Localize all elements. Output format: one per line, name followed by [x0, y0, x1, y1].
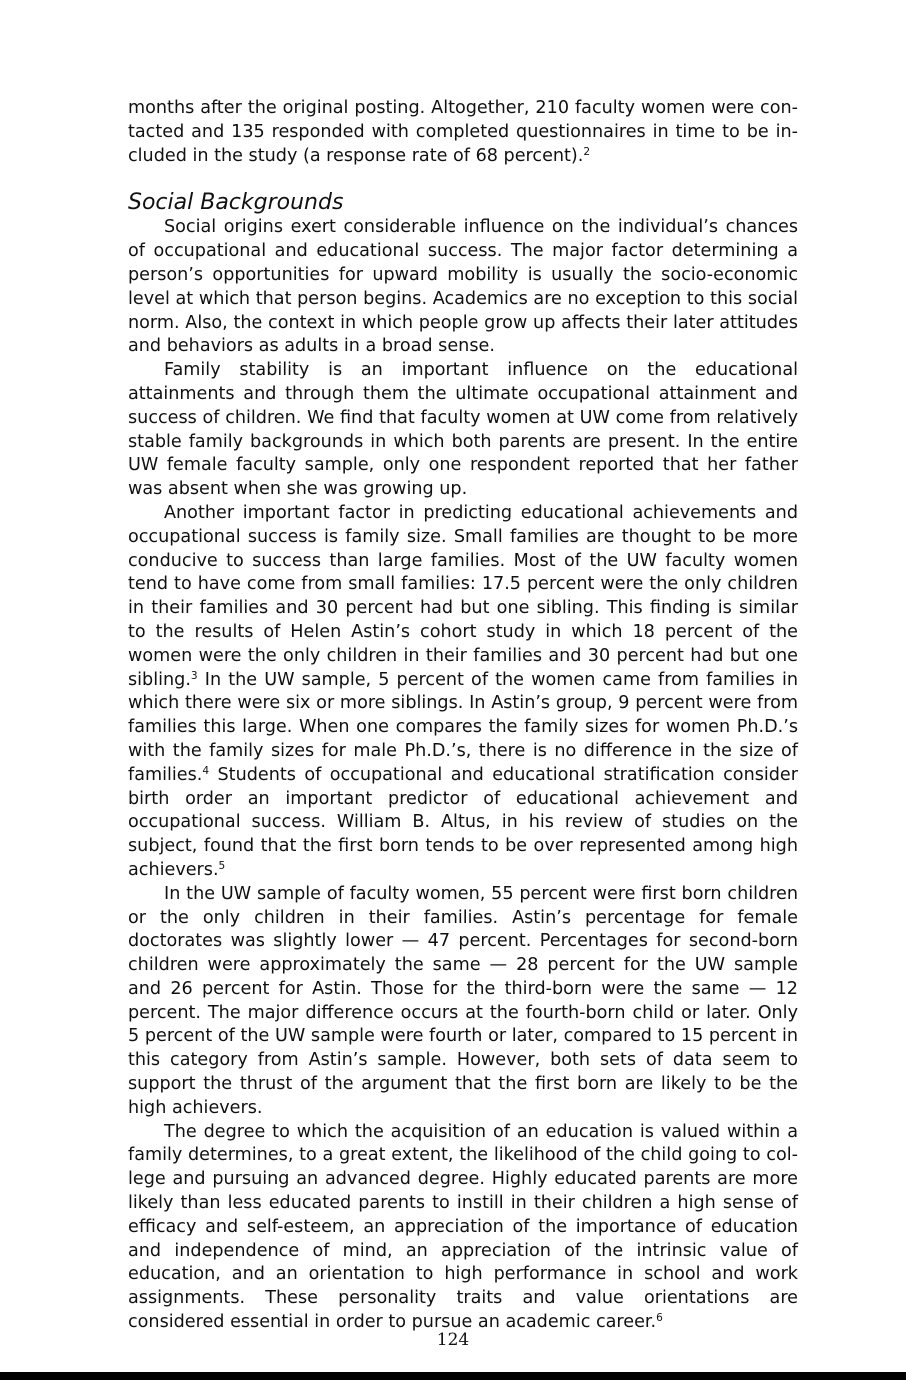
intro-text: months after the original posting. Altogether, 210 faculty women were contacted and 135 responded with completed questionnaires in time to be included in the study (a response rate of 68 percent).: [128, 98, 798, 166]
section-heading: Social Backgrounds: [128, 190, 344, 216]
paragraph-text: The degree to which the acquisition of an education is valued within a family determines, to a great extent, the likelihood of the child going to college and pursuing an advanced degree. Highly educated parents are more likely than less educated parents to instill in their children a high sense of efficacy and self-esteem, an appreciation of the importance of education and independence of mind, an appreciation of the intrinsic value of education, and an orientation to high performance in school and work assignments. These personality traits and value orientations are considered essential in order to pursue an academic career.: [128, 1121, 798, 1333]
scan-border: [0, 1372, 906, 1380]
paragraph-education-value: [128, 1121, 798, 1335]
footnote-marker: 2: [583, 145, 591, 158]
footnote-marker: 4: [202, 764, 210, 777]
intro-paragraph: [128, 97, 798, 168]
footnote-marker: 6: [656, 1312, 663, 1325]
paragraph-text: In the UW sample, 5 percent of the women came from families in which there were six or more siblings. In Astin’s group, 9 percent were from families this large. When one compares the family sizes for women Ph.D.’s with the family sizes for male Ph.D.’s, there is no difference in the size of families.: [128, 669, 798, 785]
footnote-marker: 3: [190, 669, 198, 682]
page-number: 124: [436, 1330, 470, 1350]
paragraph-birth-order: In the UW sample of faculty women, 55 percent were first born children or the only children in their families. Astin’s percentage for female doctorates was slightly lower — 47 percent. Percentages for second-born children were approximately the same — 28 percent for the UW sample and 26 percent for Astin. Those for the third-born were the same — 12 percent. The major difference occurs at the fourth-born child or later. Only 5 percent of the UW sample were fourth or later, compared to 15 percent in this category from Astin’s sample. However, both sets of data seem to support the thrust of the argument that the first born are likely to be the high achievers.: [128, 883, 798, 1118]
footnote-marker: 5: [218, 860, 226, 873]
paragraph-family-size: [128, 502, 798, 883]
paragraph-text: Another important factor in predicting educational achievements and occupational success is family size. Small families are thought to be more conducive to success than large families. Most of the UW faculty women tend to have come from small families: 17.5 percent were the only children in their families and 30 percent had but one sibling. This finding is similar to the results of Helen Astin’s cohort study in which 18 percent of the women were the only children in their families and 30 percent had but one sibling.: [128, 502, 798, 690]
page-body: [128, 97, 798, 1335]
paragraph-social-origins: Social origins exert considerable influence on the individual’s chances of occupational and educational success. The major factor determining a person’s opportunities for upward mobility is usually the socio-economic level at which that person begins. Academics are no exception to this social norm. Also, the context in which people grow up affects their later attitudes and behaviors as adults in a broad sense.: [128, 217, 798, 357]
paragraph-family-stability: Family stability is an important influence on the educational attainments and through them the ultimate occupational attainment and success of children. We find that faculty women at UW come from relatively stable family backgrounds in which both parents are present. In the entire UW female faculty sample, only one respondent reported that her father was absent when she was growing up.: [128, 360, 798, 500]
paragraph-text: Students of occupational and educational stratification consider birth order an important predictor of educational achievement and occupational success. William B. Altus, in his review of studies on the subject, found that the first born tends to be over represented among high achievers.: [128, 764, 798, 880]
